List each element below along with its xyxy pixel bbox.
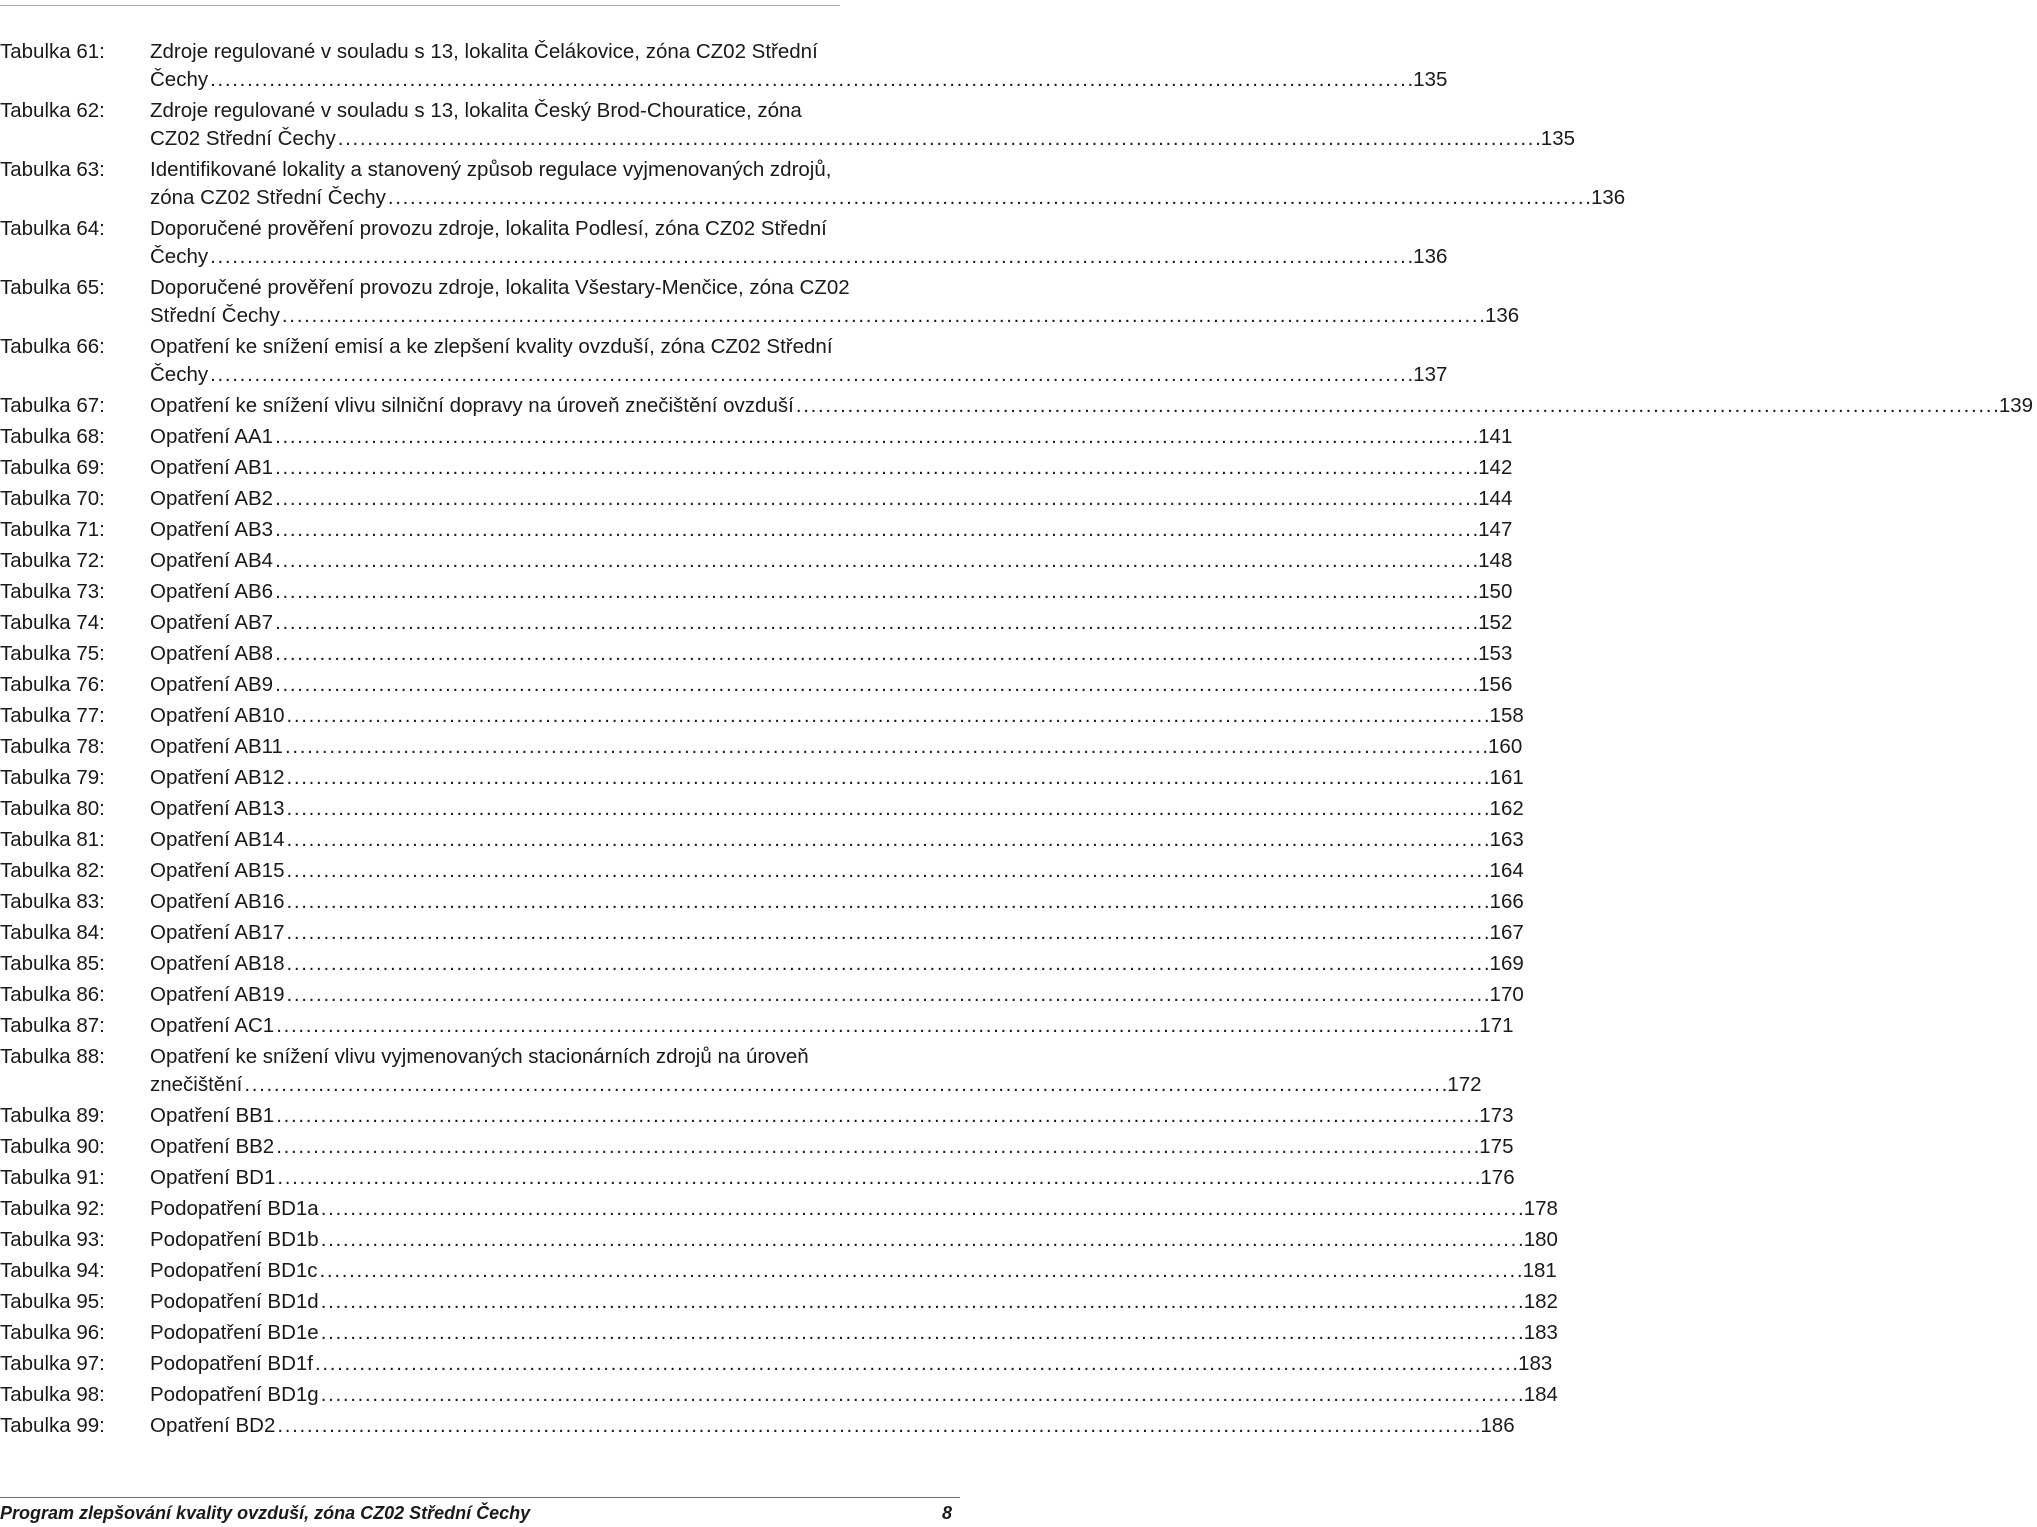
toc-entry-line bbox=[150, 547, 1512, 575]
dot-leader bbox=[276, 1133, 1477, 1161]
toc-entry-line bbox=[150, 392, 2033, 420]
toc-entry-body bbox=[150, 702, 1528, 730]
dot-leader bbox=[282, 302, 1483, 330]
dot-leader bbox=[275, 640, 1476, 668]
toc-entry-label: Tabulka 65: bbox=[0, 276, 105, 299]
toc-entry-line bbox=[150, 423, 1512, 451]
toc-entry-line bbox=[150, 826, 1524, 854]
toc-entry[interactable] bbox=[0, 733, 1523, 761]
toc-entry-title: CZ02 Střední Čechy bbox=[150, 127, 336, 150]
toc-entry-title: Opatření AB15 bbox=[150, 859, 285, 882]
toc-entry-body bbox=[150, 888, 1528, 916]
toc-entry[interactable] bbox=[0, 392, 2034, 420]
toc-entry-label: Tabulka 62: bbox=[0, 99, 105, 122]
dot-leader bbox=[321, 1319, 1522, 1347]
toc-entry-title: Opatření ke snížení vlivu silniční dopravy na úroveň znečištění ovzduší bbox=[150, 394, 794, 417]
toc-entry-body bbox=[150, 857, 1528, 885]
toc-entry-body bbox=[150, 274, 1523, 330]
toc-entry[interactable] bbox=[0, 671, 1513, 699]
toc-entry[interactable] bbox=[0, 1319, 1558, 1347]
toc-entry-line bbox=[150, 702, 1524, 730]
toc-entry[interactable] bbox=[0, 333, 1448, 389]
toc-entry-page: 144 bbox=[1478, 487, 1513, 510]
toc-entry-body bbox=[150, 392, 2037, 420]
toc-entry-page: 183 bbox=[1518, 1352, 1553, 1375]
footer-page-number: 8 bbox=[941, 1503, 952, 1523]
toc-entry[interactable] bbox=[0, 919, 1524, 947]
toc-entry-body bbox=[150, 1195, 1562, 1223]
toc-entry-title: Opatření AC1 bbox=[150, 1014, 275, 1037]
toc-entry-title: znečištění bbox=[150, 1073, 243, 1096]
toc-entry[interactable] bbox=[0, 215, 1448, 271]
toc-entry[interactable] bbox=[0, 795, 1524, 823]
toc-entry-title: Čechy bbox=[150, 363, 209, 386]
toc-entry-page: 139 bbox=[1998, 394, 2034, 417]
toc-entry-line bbox=[150, 857, 1524, 885]
toc-entry-title: Podopatření BD1c bbox=[150, 1259, 318, 1282]
toc-entry-title: Opatření AB2 bbox=[150, 487, 274, 510]
toc-entry-body bbox=[150, 1319, 1562, 1347]
toc-entry-title: Čechy bbox=[150, 68, 209, 91]
toc-entry-body bbox=[150, 38, 1451, 94]
page-footer bbox=[0, 1503, 960, 1524]
toc-entry-body bbox=[150, 1257, 1561, 1285]
toc-entry-body bbox=[150, 950, 1528, 978]
toc-entry-page: 175 bbox=[1479, 1135, 1514, 1158]
toc-entry-line bbox=[150, 1012, 1514, 1040]
toc-entry-label: Tabulka 92: bbox=[0, 1197, 105, 1220]
toc-entry-title: Identifikované lokality a stanovený způsob regulace vyjmenovaných zdrojů, bbox=[150, 158, 832, 181]
toc-entry-title: Opatření BB1 bbox=[150, 1104, 275, 1127]
toc-entry-line bbox=[150, 1133, 1514, 1161]
toc-entry-page: 171 bbox=[1479, 1014, 1514, 1037]
toc-entry[interactable] bbox=[0, 609, 1513, 637]
toc-entry-title: Opatření BB2 bbox=[150, 1135, 275, 1158]
toc-entry-line bbox=[150, 919, 1524, 947]
toc-entry-page: 166 bbox=[1489, 890, 1524, 913]
toc-entry-title: Opatření AB8 bbox=[150, 642, 274, 665]
toc-entry-page: 180 bbox=[1523, 1228, 1558, 1251]
toc-entry-title: Opatření BD1 bbox=[150, 1166, 276, 1189]
dot-leader bbox=[338, 125, 1539, 153]
toc-entry[interactable] bbox=[0, 981, 1524, 1009]
toc-entry-body bbox=[150, 640, 1516, 668]
toc-entry-title: Opatření AB16 bbox=[150, 890, 285, 913]
toc-entry-line bbox=[150, 1102, 1514, 1130]
toc-entry[interactable] bbox=[0, 1133, 1514, 1161]
toc-entry-page: 156 bbox=[1478, 673, 1513, 696]
toc-entry-label: Tabulka 67: bbox=[0, 394, 105, 417]
toc-entry-body bbox=[150, 919, 1528, 947]
toc-entry-title: Opatření AB13 bbox=[150, 797, 285, 820]
toc-entry-line bbox=[150, 97, 1575, 125]
toc-entry-body bbox=[150, 454, 1516, 482]
toc-entry-title: Opatření AA1 bbox=[150, 425, 274, 448]
toc-entry-line bbox=[150, 1226, 1558, 1254]
dot-leader bbox=[320, 1257, 1521, 1285]
toc-entry-line bbox=[150, 950, 1524, 978]
toc-entry-page: 183 bbox=[1523, 1321, 1558, 1344]
toc-entry[interactable] bbox=[0, 764, 1524, 792]
toc-entry[interactable] bbox=[0, 826, 1524, 854]
toc-entry-title: Podopatření BD1b bbox=[150, 1228, 319, 1251]
toc-entry-title: Opatření ke snížení vlivu vyjmenovaných stacionárních zdrojů na úroveň bbox=[150, 1045, 809, 1068]
toc-entry-label: Tabulka 81: bbox=[0, 828, 105, 851]
toc-entry-body bbox=[150, 981, 1528, 1009]
toc-entry-label: Tabulka 64: bbox=[0, 217, 105, 240]
header-rule bbox=[0, 5, 840, 6]
toc-entry-title: Opatření AB11 bbox=[150, 735, 283, 758]
toc-entry[interactable] bbox=[0, 1288, 1558, 1316]
toc-entry-line bbox=[150, 1319, 1558, 1347]
toc-entry-title: Čechy bbox=[150, 245, 209, 268]
toc-entry-title: Opatření AB17 bbox=[150, 921, 285, 944]
toc-entry-label: Tabulka 70: bbox=[0, 487, 105, 510]
toc-entry[interactable] bbox=[0, 578, 1513, 606]
toc-entry-line bbox=[150, 361, 1447, 389]
dot-leader bbox=[277, 1164, 1478, 1192]
toc-entry-page: 181 bbox=[1522, 1259, 1557, 1282]
toc-entry-title: Zdroje regulované v souladu s 13, lokalita Český Brod-Chouratice, zóna bbox=[150, 99, 802, 122]
toc-entry-title: Opatření AB10 bbox=[150, 704, 285, 727]
toc-entry-line bbox=[150, 125, 1575, 153]
toc-entry-page: 158 bbox=[1489, 704, 1524, 727]
toc-entry[interactable] bbox=[0, 1381, 1558, 1409]
toc-entry-body bbox=[150, 1043, 1486, 1099]
toc-entry-body bbox=[150, 764, 1528, 792]
dot-leader bbox=[275, 454, 1476, 482]
toc-entry-body bbox=[150, 1102, 1518, 1130]
dot-leader bbox=[321, 1195, 1522, 1223]
dot-leader bbox=[276, 1012, 1477, 1040]
toc-entry[interactable] bbox=[0, 516, 1513, 544]
dot-leader bbox=[210, 361, 1411, 389]
toc-entry-label: Tabulka 68: bbox=[0, 425, 105, 448]
dot-leader bbox=[276, 1102, 1477, 1130]
toc-entry-title: Podopatření BD1f bbox=[150, 1352, 313, 1375]
toc-entry-body bbox=[150, 733, 1526, 761]
toc-entry-line bbox=[150, 156, 1625, 184]
dot-leader bbox=[275, 547, 1476, 575]
dot-leader bbox=[275, 516, 1476, 544]
toc-entry-label: Tabulka 82: bbox=[0, 859, 105, 882]
toc-entry-label: Tabulka 69: bbox=[0, 456, 105, 479]
toc-entry-title: Podopatření BD1d bbox=[150, 1290, 319, 1313]
toc-entry-title: Opatření AB9 bbox=[150, 673, 274, 696]
toc-entry-title: Opatření AB12 bbox=[150, 766, 285, 789]
toc-entry-label: Tabulka 74: bbox=[0, 611, 105, 634]
toc-entry-title: Opatření AB3 bbox=[150, 518, 274, 541]
toc-entry-body bbox=[150, 1412, 1519, 1440]
toc-entry-line bbox=[150, 888, 1524, 916]
toc-entry-body bbox=[150, 826, 1528, 854]
toc-entry-line bbox=[150, 764, 1524, 792]
toc-entry-page: 160 bbox=[1488, 735, 1523, 758]
toc-entry[interactable] bbox=[0, 1164, 1515, 1192]
toc-entry-label: Tabulka 73: bbox=[0, 580, 105, 603]
toc-entry-label: Tabulka 90: bbox=[0, 1135, 105, 1158]
dot-leader bbox=[321, 1288, 1522, 1316]
dot-leader bbox=[286, 981, 1487, 1009]
toc-entry-label: Tabulka 84: bbox=[0, 921, 105, 944]
toc-entry-title: Opatření AB7 bbox=[150, 611, 274, 634]
toc-entry-page: 136 bbox=[1413, 245, 1448, 268]
toc-entry-line bbox=[150, 1071, 1482, 1099]
toc-entry-page: 153 bbox=[1478, 642, 1513, 665]
toc-entry-page: 148 bbox=[1478, 549, 1513, 572]
toc-entry[interactable] bbox=[0, 1350, 1553, 1378]
toc-entry-label: Tabulka 80: bbox=[0, 797, 105, 820]
toc-entry-page: 137 bbox=[1413, 363, 1448, 386]
dot-leader bbox=[796, 392, 1997, 420]
toc-entry-body bbox=[150, 1012, 1518, 1040]
dot-leader bbox=[315, 1350, 1516, 1378]
toc-entry-body bbox=[150, 795, 1528, 823]
dot-leader bbox=[275, 423, 1476, 451]
toc-entry-title: Opatření AB6 bbox=[150, 580, 274, 603]
toc-entry-line bbox=[150, 66, 1447, 94]
toc-entry[interactable] bbox=[0, 454, 1513, 482]
toc-entry-label: Tabulka 85: bbox=[0, 952, 105, 975]
toc-entry-line bbox=[150, 274, 1519, 302]
toc-entry-label: Tabulka 88: bbox=[0, 1045, 105, 1068]
toc-entry[interactable] bbox=[0, 640, 1513, 668]
toc-entry-title: Opatření AB1 bbox=[150, 456, 274, 479]
dot-leader bbox=[321, 1226, 1522, 1254]
toc-entry-body bbox=[150, 333, 1451, 389]
toc-entry-page: 184 bbox=[1523, 1383, 1558, 1406]
toc-entry-label: Tabulka 96: bbox=[0, 1321, 105, 1344]
toc-entry-line bbox=[150, 1257, 1557, 1285]
dot-leader bbox=[321, 1381, 1522, 1409]
toc-entry[interactable] bbox=[0, 950, 1524, 978]
toc-entry-title: Střední Čechy bbox=[150, 304, 280, 327]
toc-entry-page: 163 bbox=[1489, 828, 1524, 851]
dot-leader bbox=[286, 857, 1487, 885]
toc-entry-line bbox=[150, 671, 1512, 699]
toc-entry-title: Opatření AB18 bbox=[150, 952, 285, 975]
toc-entry-line bbox=[150, 38, 1447, 66]
toc-entry-line bbox=[150, 485, 1512, 513]
toc-entry-line bbox=[150, 1164, 1515, 1192]
dot-leader bbox=[210, 66, 1411, 94]
toc-entry-title: Opatření ke snížení emisí a ke zlepšení kvality ovzduší, zóna CZ02 Střední bbox=[150, 335, 833, 358]
toc-entry[interactable] bbox=[0, 1043, 1482, 1099]
toc-entry-line bbox=[150, 640, 1512, 668]
toc-entry-body bbox=[150, 1381, 1562, 1409]
toc-entry-page: 173 bbox=[1479, 1104, 1514, 1127]
toc-entry[interactable] bbox=[0, 857, 1524, 885]
toc-entry-page: 172 bbox=[1447, 1073, 1482, 1096]
toc-entry-title: Podopatření BD1a bbox=[150, 1197, 319, 1220]
toc-entry-label: Tabulka 93: bbox=[0, 1228, 105, 1251]
toc-entry-label: Tabulka 86: bbox=[0, 983, 105, 1006]
toc-entry-body bbox=[150, 1133, 1518, 1161]
toc-entry-title: Doporučené prověření provozu zdroje, lokalita Všestary-Menčice, zóna CZ02 bbox=[150, 276, 850, 299]
toc-entry-body bbox=[150, 156, 1629, 212]
toc-entry-line bbox=[150, 333, 1447, 361]
toc-entry-line bbox=[150, 578, 1512, 606]
toc-entry-title: zóna CZ02 Střední Čechy bbox=[150, 186, 386, 209]
toc-entry-label: Tabulka 89: bbox=[0, 1104, 105, 1127]
toc-entry-line bbox=[150, 733, 1522, 761]
dot-leader bbox=[286, 826, 1487, 854]
toc-entry[interactable] bbox=[0, 485, 1513, 513]
toc-entry-label: Tabulka 87: bbox=[0, 1014, 105, 1037]
toc-entry-body bbox=[150, 97, 1579, 153]
toc-entry-page: 169 bbox=[1489, 952, 1524, 975]
toc-entry[interactable] bbox=[0, 702, 1524, 730]
dot-leader bbox=[244, 1071, 1445, 1099]
toc-entry-label: Tabulka 91: bbox=[0, 1166, 105, 1189]
toc-entry-body bbox=[150, 485, 1516, 513]
toc-entry[interactable] bbox=[0, 38, 1448, 94]
toc-entry-label: Tabulka 95: bbox=[0, 1290, 105, 1313]
dot-leader bbox=[277, 1412, 1478, 1440]
toc-entry-page: 135 bbox=[1413, 68, 1448, 91]
toc-entry-body bbox=[150, 609, 1516, 637]
dot-leader bbox=[275, 609, 1476, 637]
toc-entry-page: 186 bbox=[1480, 1414, 1515, 1437]
toc-entry-line bbox=[150, 184, 1625, 212]
toc-entry-line bbox=[150, 1195, 1558, 1223]
toc-entry-label: Tabulka 99: bbox=[0, 1414, 105, 1437]
toc-entry-line bbox=[150, 1288, 1558, 1316]
dot-leader bbox=[286, 795, 1487, 823]
dot-leader bbox=[286, 919, 1487, 947]
dot-leader bbox=[275, 578, 1476, 606]
toc-entry-label: Tabulka 77: bbox=[0, 704, 105, 727]
toc-entry-page: 176 bbox=[1480, 1166, 1515, 1189]
toc-entry-page: 136 bbox=[1590, 186, 1626, 209]
toc-entry-page: 135 bbox=[1540, 127, 1576, 150]
dot-leader bbox=[275, 485, 1476, 513]
footer-rule bbox=[0, 1497, 960, 1498]
toc-entry-page: 178 bbox=[1523, 1197, 1558, 1220]
toc-entry-line bbox=[150, 1412, 1515, 1440]
toc-entry-line bbox=[150, 454, 1512, 482]
dot-leader bbox=[275, 671, 1476, 699]
toc-entry-title: Podopatření BD1e bbox=[150, 1321, 319, 1344]
toc-entry[interactable] bbox=[0, 156, 1626, 212]
toc-entry-label: Tabulka 78: bbox=[0, 735, 105, 758]
toc-entry-line bbox=[150, 1043, 1482, 1071]
toc-entry-line bbox=[150, 609, 1512, 637]
toc-entry-label: Tabulka 75: bbox=[0, 642, 105, 665]
toc-entry[interactable] bbox=[0, 1226, 1558, 1254]
toc-entry[interactable] bbox=[0, 1257, 1557, 1285]
table-of-tables bbox=[0, 38, 2034, 1443]
toc-entry-line bbox=[150, 215, 1447, 243]
toc-entry-body bbox=[150, 423, 1516, 451]
toc-entry-label: Tabulka 76: bbox=[0, 673, 105, 696]
dot-leader bbox=[286, 702, 1487, 730]
toc-entry-page: 147 bbox=[1478, 518, 1513, 541]
toc-entry-label: Tabulka 63: bbox=[0, 158, 105, 181]
toc-entry-line bbox=[150, 1350, 1552, 1378]
toc-entry-body bbox=[150, 1288, 1562, 1316]
toc-entry[interactable] bbox=[0, 1012, 1514, 1040]
toc-entry-line bbox=[150, 243, 1447, 271]
toc-entry-page: 161 bbox=[1489, 766, 1524, 789]
dot-leader bbox=[388, 184, 1589, 212]
toc-entry-body bbox=[150, 1164, 1519, 1192]
toc-entry[interactable] bbox=[0, 1195, 1558, 1223]
toc-entry-line bbox=[150, 795, 1524, 823]
toc-entry[interactable] bbox=[0, 547, 1513, 575]
toc-entry[interactable] bbox=[0, 888, 1524, 916]
dot-leader bbox=[210, 243, 1411, 271]
toc-entry-page: 152 bbox=[1478, 611, 1513, 634]
toc-entry[interactable] bbox=[0, 97, 1576, 153]
toc-entry-label: Tabulka 83: bbox=[0, 890, 105, 913]
dot-leader bbox=[285, 733, 1486, 761]
toc-entry-line bbox=[150, 1381, 1558, 1409]
toc-entry-label: Tabulka 66: bbox=[0, 335, 105, 358]
toc-entry-title: Opatření AB4 bbox=[150, 549, 274, 572]
footer-title: Program zlepšování kvality ovzduší, zóna CZ02 Střední Čechy bbox=[0, 1503, 531, 1523]
toc-entry-label: Tabulka 71: bbox=[0, 518, 105, 541]
toc-entry-body bbox=[150, 547, 1516, 575]
toc-entry-page: 182 bbox=[1523, 1290, 1558, 1313]
toc-entry-page: 164 bbox=[1489, 859, 1524, 882]
toc-entry-body bbox=[150, 1226, 1562, 1254]
toc-entry-page: 136 bbox=[1484, 304, 1520, 327]
toc-entry-title: Opatření AB14 bbox=[150, 828, 285, 851]
toc-entry-label: Tabulka 94: bbox=[0, 1259, 105, 1282]
toc-entry-line bbox=[150, 981, 1524, 1009]
toc-entry-body bbox=[150, 1350, 1556, 1378]
toc-entry-title: Doporučené prověření provozu zdroje, lokalita Podlesí, zóna CZ02 Střední bbox=[150, 217, 827, 240]
toc-entry-page: 150 bbox=[1478, 580, 1513, 603]
toc-entry-body bbox=[150, 516, 1516, 544]
toc-entry-label: Tabulka 72: bbox=[0, 549, 105, 572]
toc-entry-line bbox=[150, 516, 1512, 544]
toc-entry-page: 170 bbox=[1489, 983, 1524, 1006]
toc-entry-label: Tabulka 98: bbox=[0, 1383, 105, 1406]
toc-entry[interactable] bbox=[0, 1412, 1515, 1440]
toc-entry-body bbox=[150, 671, 1516, 699]
toc-entry-page: 167 bbox=[1489, 921, 1524, 944]
dot-leader bbox=[286, 888, 1487, 916]
toc-entry-page: 141 bbox=[1478, 425, 1513, 448]
toc-entry-page: 142 bbox=[1478, 456, 1513, 479]
toc-entry-label: Tabulka 61: bbox=[0, 40, 105, 63]
toc-entry-page: 162 bbox=[1489, 797, 1524, 820]
toc-entry-body bbox=[150, 578, 1516, 606]
toc-entry-title: Opatření AB19 bbox=[150, 983, 285, 1006]
toc-entry[interactable] bbox=[0, 423, 1513, 451]
toc-entry-title: Opatření BD2 bbox=[150, 1414, 276, 1437]
toc-entry[interactable] bbox=[0, 274, 1520, 330]
toc-entry-line bbox=[150, 302, 1519, 330]
toc-entry[interactable] bbox=[0, 1102, 1514, 1130]
dot-leader bbox=[286, 950, 1487, 978]
dot-leader bbox=[286, 764, 1487, 792]
toc-entry-title: Podopatření BD1g bbox=[150, 1383, 319, 1406]
toc-entry-label: Tabulka 97: bbox=[0, 1352, 105, 1375]
toc-entry-title: Zdroje regulované v souladu s 13, lokalita Čelákovice, zóna CZ02 Střední bbox=[150, 40, 818, 63]
toc-entry-body bbox=[150, 215, 1451, 271]
toc-entry-label: Tabulka 79: bbox=[0, 766, 105, 789]
